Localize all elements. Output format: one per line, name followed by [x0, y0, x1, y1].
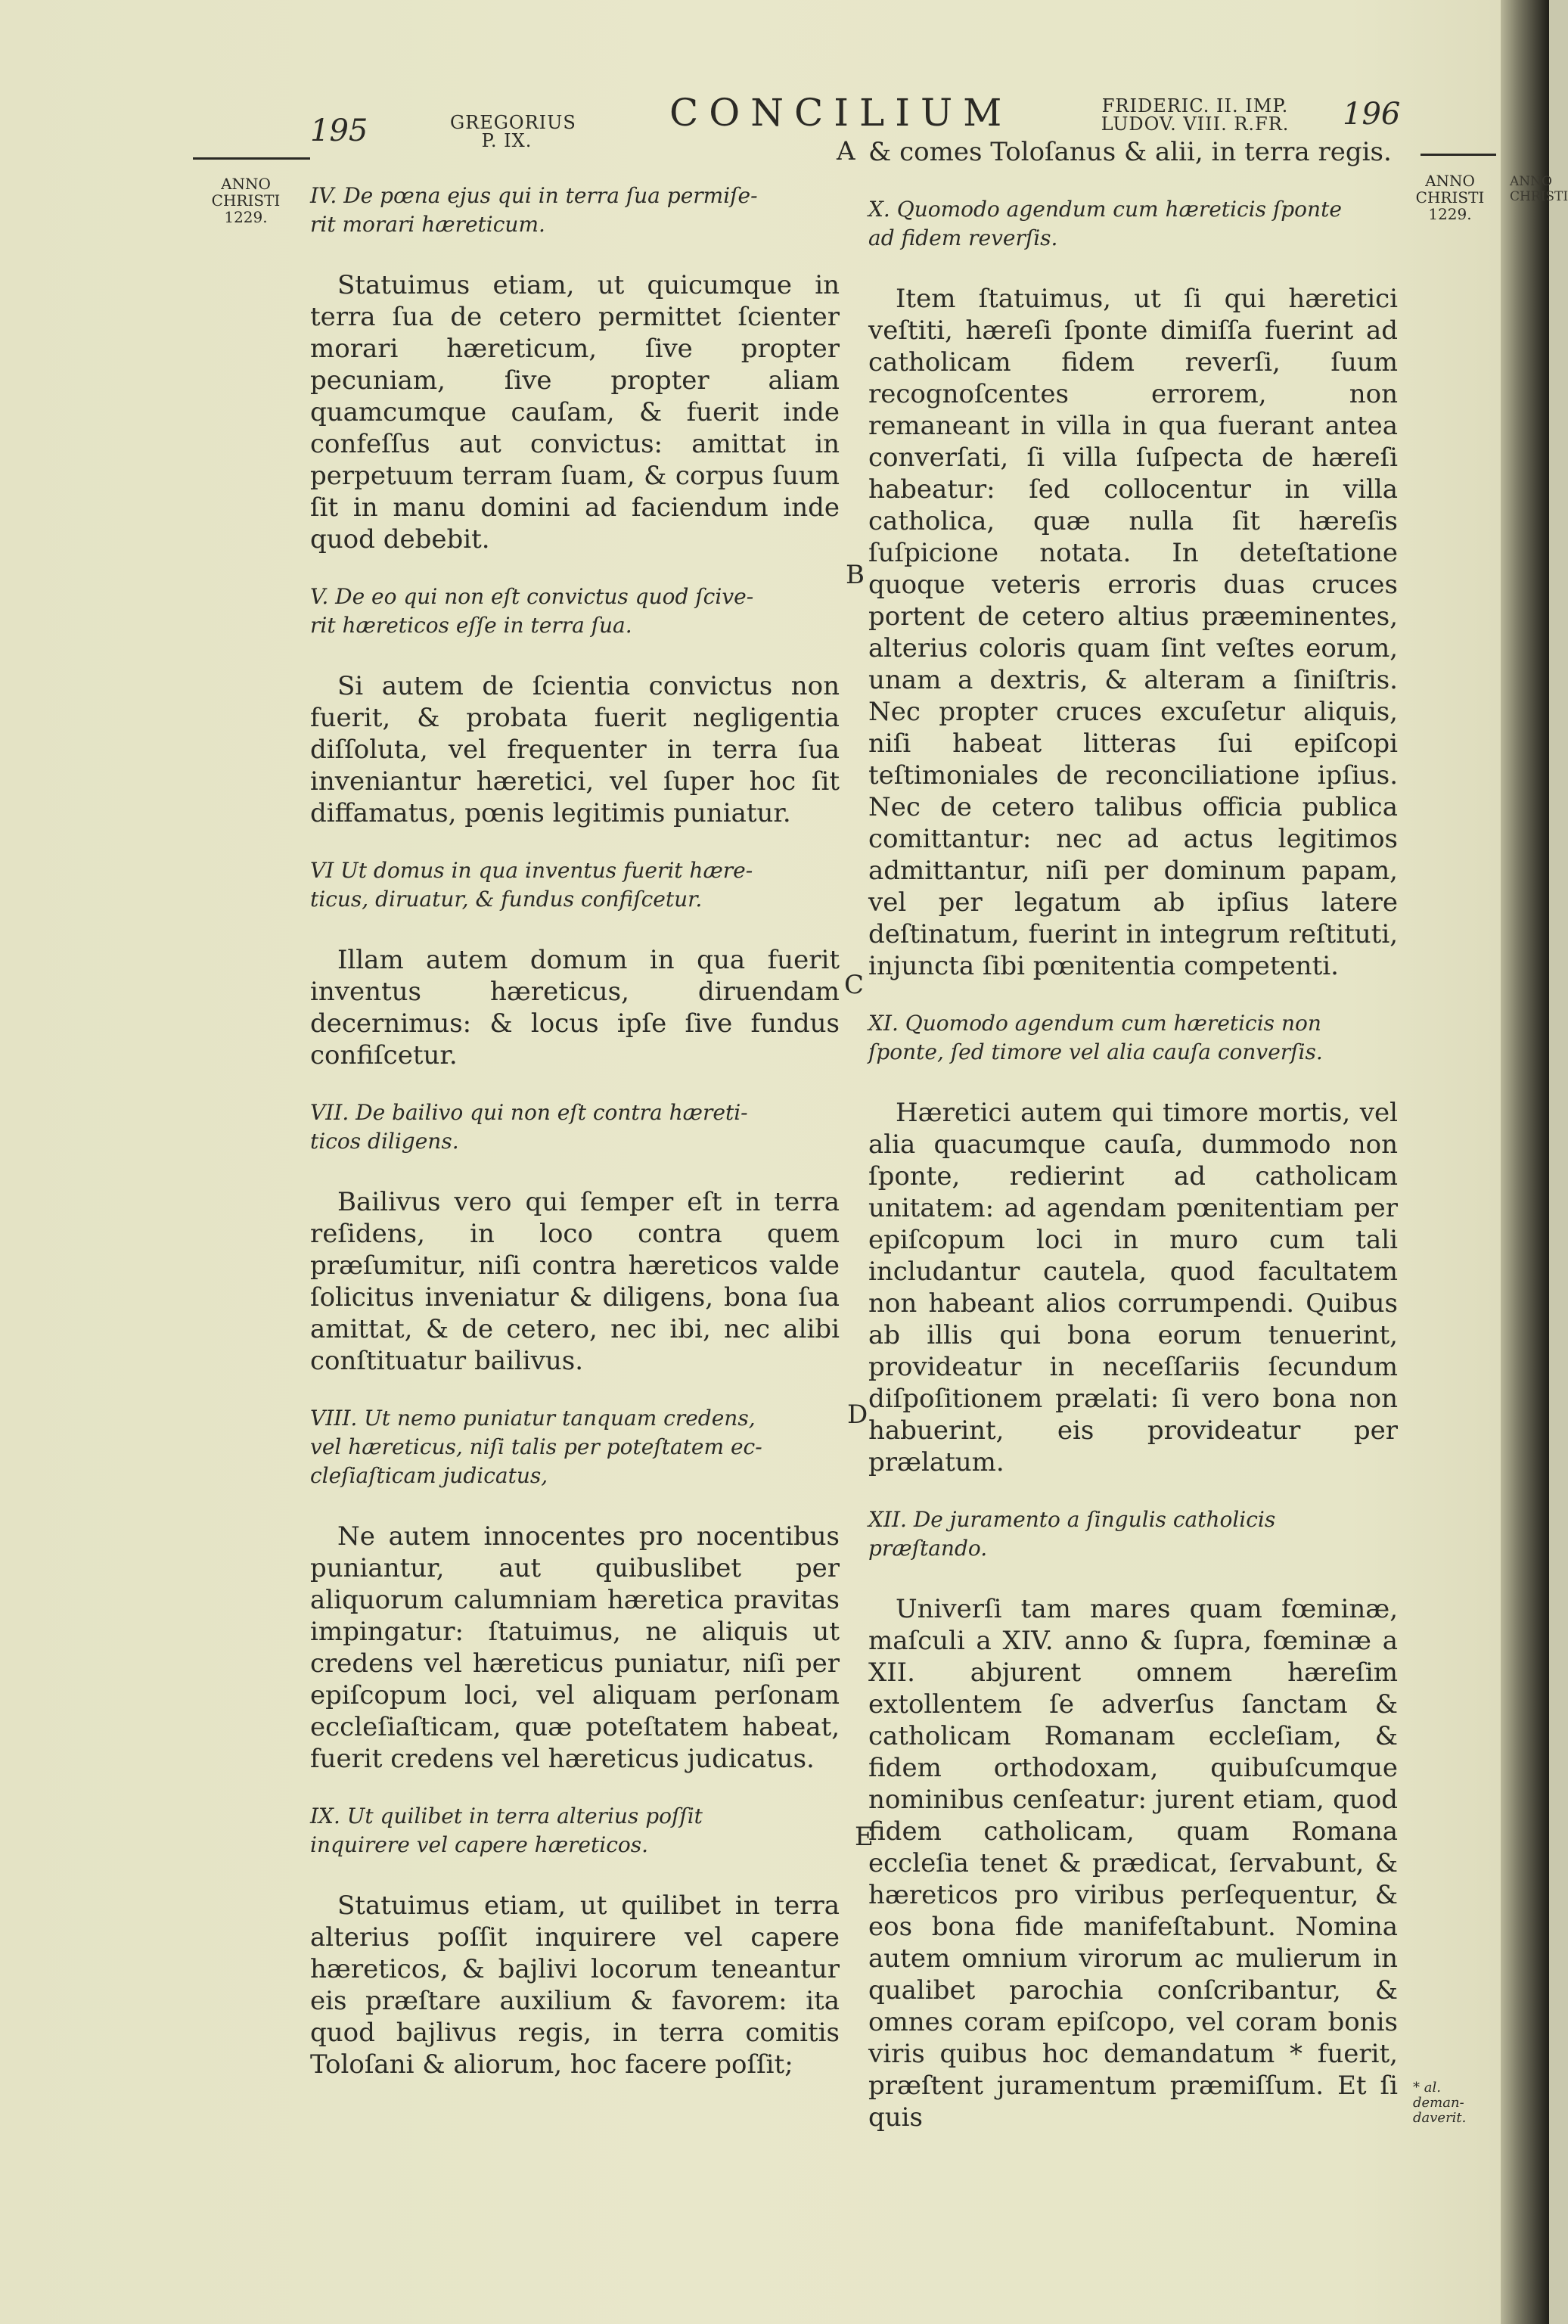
section-letter-e: E	[855, 1822, 874, 1852]
section-letter-c: C	[844, 970, 865, 1000]
anno-right-line-3: 1229.	[1428, 205, 1472, 223]
header-right-line-1: FRIDERIC. II. IMP.	[1101, 95, 1289, 117]
body-paragraph: Statuimus etiam, ut quilibet in terra alterius poſſit inquirere vel capere hæreticos, & bajlivi locorum teneantur eis præſtare auxilium & favorem: ita quod bajlivus regis, in terra comitis Toloſani & aliorum, hoc facere poſſit;	[310, 1891, 840, 2080]
section-heading: vel hæreticus, niſi talis per poteſtatem ec-	[310, 1434, 762, 1459]
spacer	[868, 253, 1398, 283]
body-paragraph: Item ſtatuimus, ut ſi qui hæretici veſtiti, hæreſi ſponte dimiſſa fuerint ad catholicam fidem reverſi, ſuum recognoſcentes errorem, non remaneant in villa in qua fuerant antea converſati, ſi villa ſuſpecta de hæreſi habeatur: ſed collocentur in villa catholica, quæ nulla ſit hæreſis ſuſpicione notata. In deteſtatione quoque veteris erroris duas cruces portent de cetero altius præeminentes, alterius coloris quam ſint veſtes eorum, unam a dextris, & alteram a ſiniſtris. Nec propter cruces excuſetur aliquis, niſi habeat litteras ſui epiſcopi teſtimoniales de reconciliatione ipſius. Nec de cetero talibus officia publica comittantur: nec ad actus legitimos admittantur, niſi per dominum papam, vel per legatum ab ipſius latere deſtinatum, fuerint in integrum reſtituti, injuncta ſibi pœnitentia competenti.	[868, 284, 1398, 981]
body-paragraph: Si autem de ſcientia convictus non fuerit, & probata fuerit negligentia diſſoluta, vel frequenter in terra ſua inveniantur hæretici, vel ſuper hoc ſit diffamatus, pœnis legitimis puniatur.	[310, 671, 840, 828]
section-heading: VI Ut domus in qua inventus fuerit hære-	[310, 858, 753, 883]
book-spine-shadow	[1501, 0, 1568, 2324]
section-heading: V. De eo qui non eſt convictus quod ſcive-	[310, 584, 754, 609]
section-heading: VIII. Ut nemo puniatur tanquam credens,	[310, 1406, 756, 1431]
section-letter-b: B	[846, 560, 865, 590]
spacer	[310, 1156, 840, 1186]
section-heading: XII. De juramento a ſingulis catholicis	[868, 1507, 1276, 1532]
header-left-label	[450, 112, 576, 151]
section-letter-d: D	[847, 1400, 868, 1430]
section-heading: inquirere vel capere hæreticos.	[310, 1832, 649, 1857]
margin-note-line-2: daverit.	[1413, 2110, 1467, 2126]
left-page-number: 195	[310, 113, 368, 148]
section-heading: rit hæreticos eſſe in terra ſua.	[310, 613, 632, 638]
anno-left-line-3: 1229.	[224, 208, 268, 226]
spacer	[310, 1071, 840, 1098]
body-paragraph: Bailivus vero qui ſemper eſt in terra reſidens, in loco contra quem præſumitur, niſi contra hæreticos valde ſolicitus inveniatur & diligens, bona ſua amittat, & de cetero, nec ibi, nec alibi conſtituatur bailivus.	[310, 1187, 840, 1376]
section-heading: ad fidem reverſis.	[868, 225, 1058, 250]
anno-right	[1408, 172, 1492, 222]
section-heading: ticus, diruatur, & fundus confiſcetur.	[310, 887, 703, 912]
anno-left-line-1: ANNO	[221, 175, 271, 193]
right-column	[868, 136, 1398, 2133]
spacer	[868, 982, 1398, 1009]
spacer	[868, 1067, 1398, 1097]
spacer	[310, 239, 840, 269]
spacer	[310, 1775, 840, 1802]
running-title: CONCILIUM	[669, 91, 1013, 135]
section-heading: præſtando.	[868, 1536, 988, 1561]
body-paragraph: Univerſi tam mares quam fœminæ, maſculi a XIV. anno & ſupra, fœminæ a XII. abjurent omnem hæreſim extollentem ſe adverſus ſanctam & catholicam Romanam eccleſiam, & fidem orthodoxam, quibuſcumque nominibus cenſeatur: jurent etiam, quod fidem catholicam, quam Romana eccleſia tenet & prædicat, ſervabunt, & hæreticos pro viribus perſequentur, & eos bona fide manifeſtabunt. Nomina autem omnium virorum ac mulierum in qualibet parochia conſcribantur, & omnes coram epiſcopo, vel coram bonis viris quibus hoc demandatum * fuerit, præſtent juramentum præmiſſum. Et ſi quis	[868, 1594, 1398, 2133]
anno-right-line-2: CHRISTI	[1415, 188, 1485, 207]
header-right-line-2: LUDOV. VIII. R.FR.	[1101, 113, 1290, 135]
spacer	[310, 829, 840, 856]
facing-line-2: CHRISTI	[1510, 189, 1568, 204]
spacer	[868, 1563, 1398, 1593]
section-heading: ſponte, ſed timore vel alia cauſa converſis.	[868, 1039, 1323, 1064]
margin-note	[1413, 2080, 1496, 2126]
section-heading: IX. Ut quilibet in terra alterius poſſit	[310, 1804, 703, 1828]
section-heading: rit morari hæreticum.	[310, 212, 545, 237]
section-heading: XI. Quomodo agendum cum hæreticis non	[868, 1011, 1321, 1036]
spacer	[310, 1860, 840, 1890]
body-paragraph: Illam autem domum in qua fuerit inventus hæreticus, diruendam decernimus: & locus ipſe ſive fundus confiſcetur.	[310, 945, 840, 1070]
facing-line-1: ANNO	[1510, 174, 1552, 189]
spacer	[310, 1490, 840, 1521]
body-paragraph: Ne autem innocentes pro nocentibus puniantur, aut quibuslibet per aliquorum calumniam hæretica pravitas impingatur: ſtatuimus, ne aliquis ut credens vel hæreticus puniatur, niſi per epiſcopum loci, vel aliquam perſonam eccleſiaſticam, quæ poteſtatem habeat, fuerit credens vel hæreticus judicatus.	[310, 1521, 840, 1774]
section-heading: X. Quomodo agendum cum hæreticis ſponte	[868, 197, 1342, 222]
right-page-number: 196	[1343, 97, 1401, 132]
header-right-label	[1089, 97, 1301, 133]
spacer	[310, 640, 840, 670]
right-header-rule	[1421, 154, 1496, 156]
spacer	[868, 1478, 1398, 1505]
anno-right-line-1: ANNO	[1425, 172, 1475, 190]
left-header-rule	[193, 157, 310, 160]
spacer	[310, 1377, 840, 1404]
section-letter-a: A	[837, 136, 855, 166]
spacer	[310, 555, 840, 583]
section-heading: IV. De pœna ejus qui in terra ſua permiſe-	[310, 183, 758, 208]
section-heading: ticos diligens.	[310, 1129, 459, 1154]
section-heading: VII. De bailivo qui non eſt contra hæreti-	[310, 1100, 748, 1125]
facing-page-edge	[1510, 174, 1568, 204]
spacer	[310, 914, 840, 944]
continued-paragraph: & comes Toloſanus & alii, in terra regis.	[868, 137, 1392, 167]
section-heading: cleſiaſticam judicatus,	[310, 1463, 548, 1488]
spacer	[868, 168, 1398, 195]
header-left-line-1: GREGORIUS	[450, 112, 576, 133]
header-left-line-2: P. IX.	[481, 130, 532, 151]
anno-left	[204, 176, 287, 225]
left-column	[310, 182, 840, 2080]
body-paragraph: Statuimus etiam, ut quicumque in terra ſua de cetero permittet ſcienter morari hæreticum, ſive propter pecuniam, ſive propter aliam quamcumque cauſam, & fuerit inde confeſſus aut convictus: amittat in perpetuum terram ſuam, & corpus ſuum ſit in manu domini ad faciendum inde quod debebit.	[310, 270, 840, 555]
body-paragraph: Hæretici autem qui timore mortis, vel alia quacumque cauſa, dummodo non ſponte, redierint ad catholicam unitatem: ad agendam pœnitentiam per epiſcopum loci in muro cum tali includantur cautela, quod facultatem non habeant alios corrumpendi. Quibus ab illis qui bona eorum tenuerint, provideatur in neceſſariis ſecundum diſpoſitionem prælati: ſi vero bona non habuerint, eis provideatur per prælatum.	[868, 1098, 1398, 1477]
anno-left-line-2: CHRISTI	[211, 191, 281, 210]
margin-note-line-1: * al. deman-	[1413, 2080, 1464, 2111]
